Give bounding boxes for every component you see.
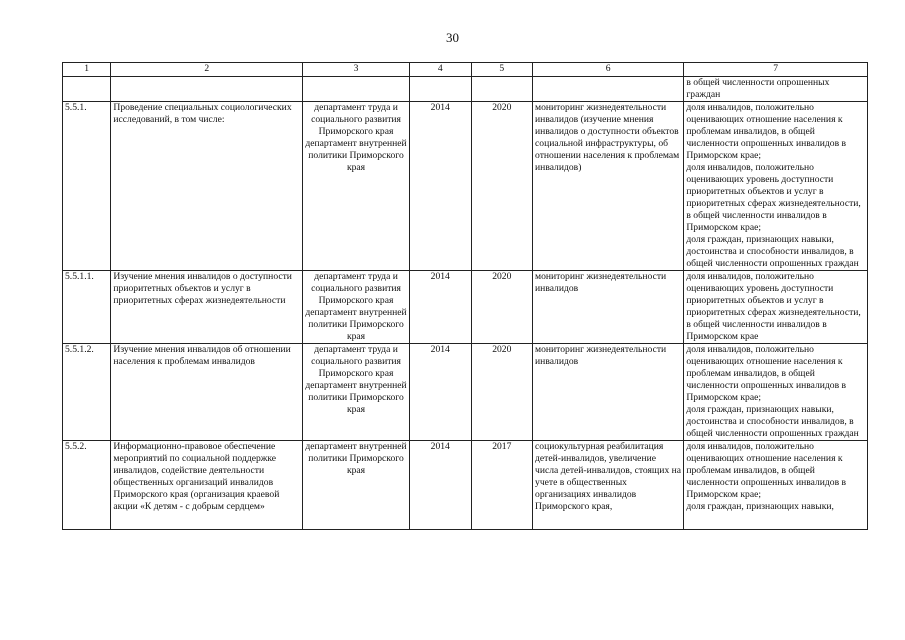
start-year: 2014: [409, 102, 471, 271]
table-row: [63, 271, 868, 344]
end-year: 2020: [471, 102, 533, 271]
item-number: 5.5.1.: [63, 102, 111, 271]
page-number: 30: [446, 30, 459, 45]
activity-cell: Проведение специальных социологических исследований, в том числе:: [111, 102, 303, 271]
executor-cell: департамент труда и социального развития Приморского края департамент внутренней политики Приморского края: [303, 102, 410, 271]
indicators-cell: доля инвалидов, положительно оценивающих отношение населения к проблемам инвалидов, в общей численности опрошенных инвалидов в Приморском крае; доля инвалидов, положительно оценивающих уровень доступности приоритетных объектов и услуг в приоритетных сферах жизнедеятельности, в общей численности инвалидов в Приморском крае; доля граждан, признающих навыки, достоинства и способности инвалидов, в общей численности опрошенных граждан: [684, 102, 868, 271]
column-header: 7: [684, 63, 868, 77]
indicators-cell: доля инвалидов, положительно оценивающих отношение населения к проблемам инвалидов, в общей численности опрошенных инвалидов в Приморском крае; доля граждан, признающих навыки,: [686, 441, 847, 512]
item-number: 5.5.1.2.: [63, 344, 111, 441]
column-header: 2: [111, 63, 303, 77]
column-header: 1: [63, 63, 111, 77]
result-cell: мониторинг жизнедеятельности инвалидов: [533, 271, 684, 344]
activity-cell: Изучение мнения инвалидов об отношении населения к проблемам инвалидов: [111, 344, 303, 441]
result-cell: мониторинг жизнедеятельности инвалидов (изучение мнения инвалидов о доступности объектов социальной инфраструктуры, об отношении населения к проблемам инвалидов): [533, 102, 684, 271]
item-number: 5.5.2.: [65, 441, 87, 452]
indicators-cell: доля инвалидов, положительно оценивающих отношение населения к проблемам инвалидов, в общей численности опрошенных инвалидов в Приморском крае; доля граждан, признающих навыки, достоинства и способности инвалидов, в общей численности опрошенных граждан: [684, 344, 868, 441]
start-year: 2014: [409, 344, 471, 441]
start-year: 2014: [430, 441, 450, 452]
result-cell: мониторинг жизнедеятельности инвалидов: [533, 344, 684, 441]
continuation-row: [63, 77, 868, 102]
end-year: 2017: [492, 441, 512, 452]
end-year: 2020: [471, 271, 533, 344]
indicators-cell: в общей численности опрошенных граждан: [684, 77, 868, 102]
header-row: [63, 63, 868, 77]
column-header: 5: [471, 63, 533, 77]
measures-table: [62, 62, 868, 530]
indicators-cell: доля инвалидов, положительно оценивающих уровень доступности приоритетных объектов и услуг в приоритетных сферах жизнедеятельности, в общей численности инвалидов в Приморском крае: [684, 271, 868, 344]
item-number: 5.5.1.1.: [63, 271, 111, 344]
column-header: 3: [303, 63, 410, 77]
end-year: 2020: [471, 344, 533, 441]
column-header: 6: [533, 63, 684, 77]
activity-cell: Изучение мнения инвалидов о доступности приоритетных объектов и услуг в приоритетных сферах жизнедеятельности: [111, 271, 303, 344]
table-row: [63, 441, 868, 530]
table-row: [63, 102, 868, 271]
executor-cell: департамент внутренней политики Приморского края: [305, 441, 407, 476]
activity-cell: Информационно-правовое обеспечение мероприятий по социальной поддержке инвалидов, содействие деятельности общественных организаций инвалидов Приморского края (организация краевой акции «К детям - с добрым сердцем»: [113, 441, 280, 512]
executor-cell: департамент труда и социального развития Приморского края департамент внутренней политики Приморского края: [303, 271, 410, 344]
start-year: 2014: [409, 271, 471, 344]
table-row: [63, 344, 868, 441]
executor-cell: департамент труда и социального развития Приморского края департамент внутренней политики Приморского края: [303, 344, 410, 441]
result-cell: социокультурная реабилитация детей-инвалидов, увеличение числа детей-инвалидов, стоящих на учете в общественных организациях инвалидов Приморского края,: [535, 441, 682, 512]
column-header: 4: [409, 63, 471, 77]
